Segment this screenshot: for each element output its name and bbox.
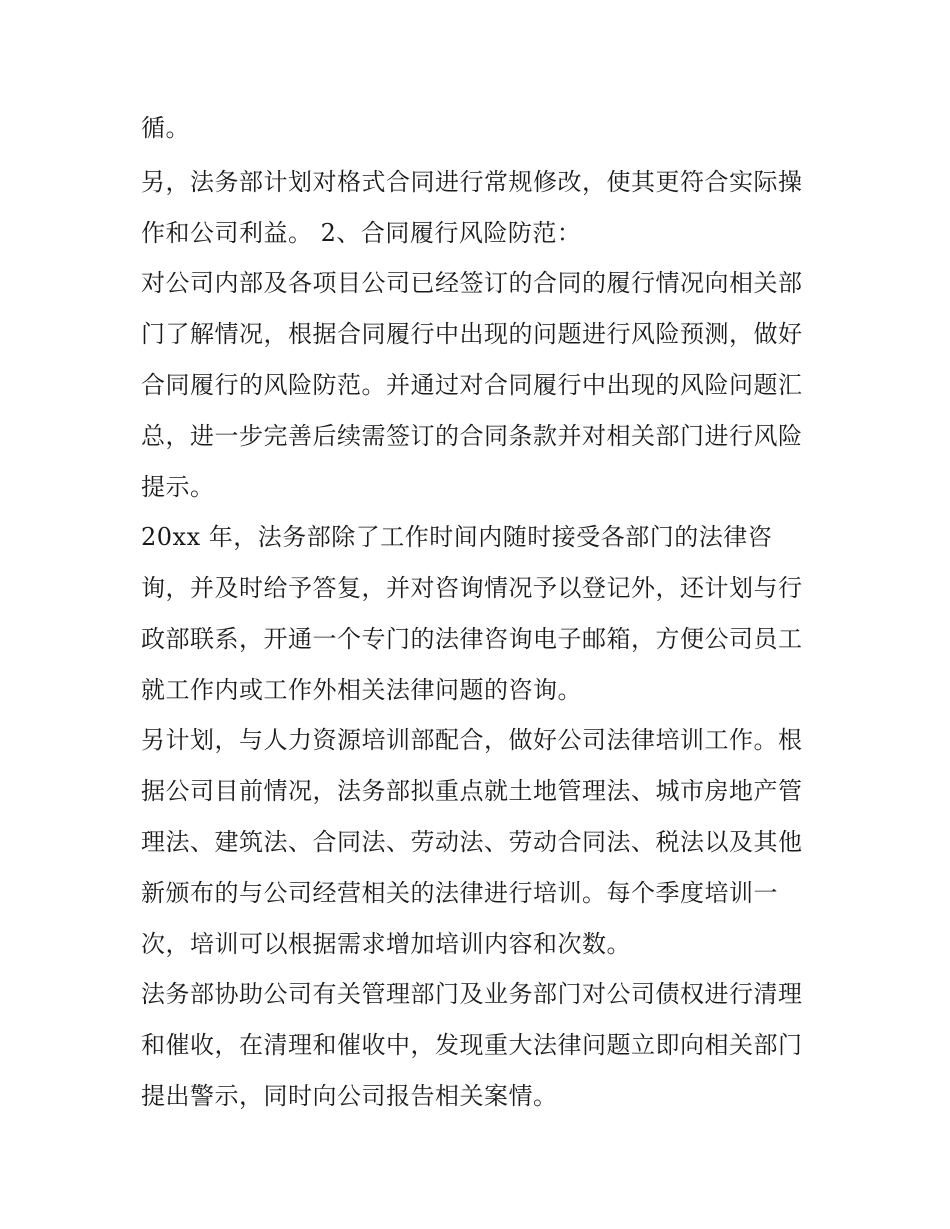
text-line: 合同履行的风险防范。并通过对合同履行中出现的风险问题汇 — [141, 371, 803, 399]
text-line: 政部联系，开通一个专门的法律咨询电子邮箱，方便公司员工 — [141, 625, 803, 653]
text-line: 门了解情况，根据合同履行中出现的问题进行风险预测，做好 — [141, 320, 803, 348]
text-line: 新颁布的与公司经营相关的法律进行培训。每个季度培训一 — [141, 879, 778, 907]
text-line: 询，并及时给予答复，并对咨询情况予以登记外，还计划与行 — [141, 574, 803, 602]
text-line: 和催收，在清理和催收中，发现重大法律问题立即向相关部门 — [141, 1031, 803, 1059]
text-line: 就工作内或工作外相关法律问题的咨询。 — [141, 676, 582, 704]
text-line: 对公司内部及各项目公司已经签订的合同的履行情况向相关部 — [141, 269, 803, 297]
text-line: 作和公司利益。 2、合同履行风险防范： — [141, 219, 582, 247]
text-line: 另，法务部计划对格式合同进行常规修改，使其更符合实际操 — [141, 168, 803, 196]
text-line: 法务部协助公司有关管理部门及业务部门对公司债权进行清理 — [141, 980, 803, 1008]
text-line: 另计划，与人力资源培训部配合，做好公司法律培训工作。根 — [141, 726, 803, 754]
text-line: 循。 — [141, 114, 190, 142]
text-line: 理法、建筑法、合同法、劳动法、劳动合同法、税法以及其他 — [141, 828, 803, 856]
text-line: 提出警示，同时向公司报告相关案情。 — [141, 1082, 558, 1110]
text-line: 据公司目前情况，法务部拟重点就土地管理法、城市房地产管 — [141, 777, 803, 805]
text-line: 提示。 — [141, 473, 215, 501]
text-line: 总，进一步完善后续需签订的合同条款并对相关部门进行风险 — [141, 422, 803, 450]
text-line: 20xx 年，法务部除了工作时间内随时接受各部门的法律咨 — [141, 523, 773, 551]
text-line: 次，培训可以根据需求增加培训内容和次数。 — [141, 930, 631, 958]
